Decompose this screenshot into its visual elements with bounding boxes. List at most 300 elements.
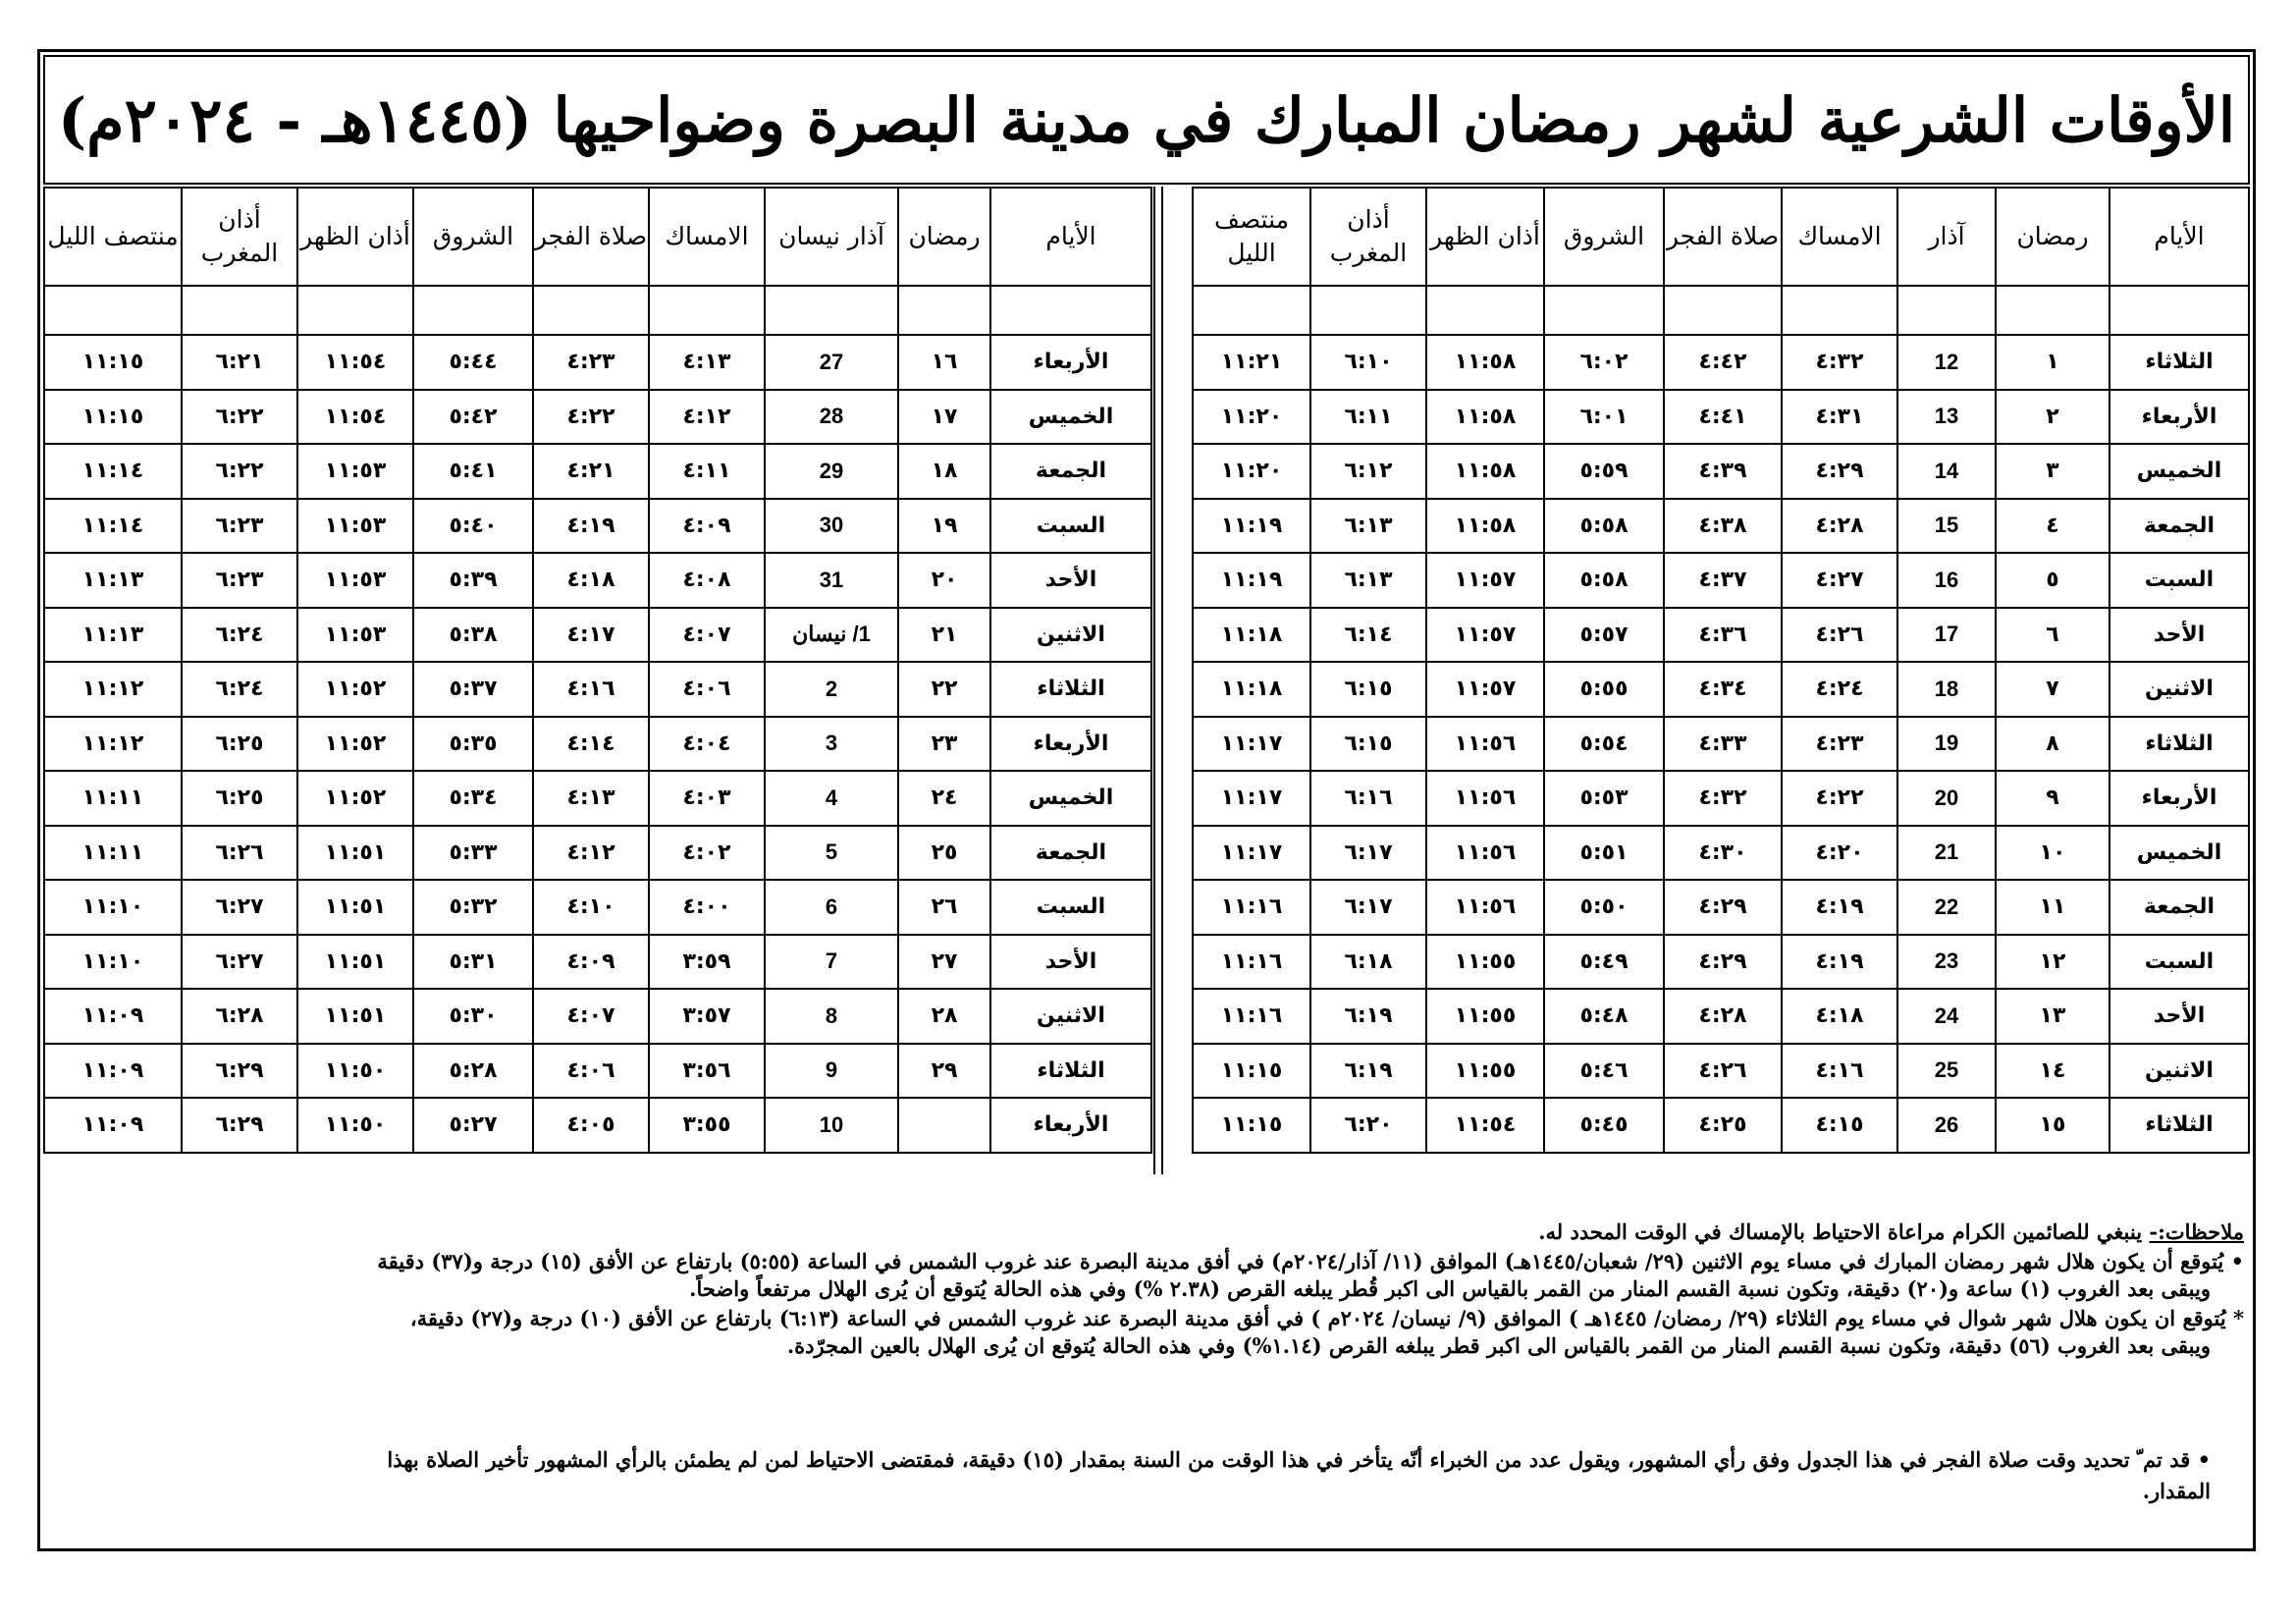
column-header: أذان المغرب (182, 188, 297, 286)
imsak-cell: ٤:٠٢ (649, 826, 765, 881)
midnight-cell: ١١:١٣ (44, 553, 182, 608)
gregorian-date-cell: 9 (765, 1044, 898, 1099)
note-shawwal-crescent-2: ويبقى بعد الغروب (٥٦) دقيقة، وتكون نسبة القسم المنار من القمر بالقياس الى اكبر قطر يبلغه القرص (١.١٤%) وفي هذه الحالة يُتوقع ان يُرى الهلال بالعين المجرّدة. (786, 1333, 2211, 1358)
imsak-cell: ٤:٣١ (1782, 390, 1897, 445)
maghrib-cell: ٦:٢٣ (182, 499, 297, 554)
maghrib-cell: ٦:٢٠ (1310, 1098, 1426, 1153)
note-shawwal-crescent-1: * يُتوقع ان يكون هلال شهر شوال في مساء يوم الثلاثاء (٢٩/ رمضان/ ١٤٤٥هـ ) الموافق (٩/ نيسان/ ٢٠٢٤م ) في أفق مدينة البصرة عند غروب الشمس في الساعة (٦:١٣) بارتفاع عن الأفق (١٠) درجة و(٢٧) دقيقة، (409, 1306, 2244, 1330)
ramadan-day-cell: ١٤ (1996, 1044, 2109, 1099)
imsak-cell: ٤:٠٦ (649, 662, 765, 717)
gregorian-date-cell: 8 (765, 989, 898, 1044)
fajr-cell: ٤:٢٥ (1664, 1098, 1782, 1153)
dhuhr-cell: ١١:٥٨ (1426, 499, 1544, 554)
maghrib-cell: ٦:١٣ (1310, 553, 1426, 608)
gregorian-date-cell: 12 (1897, 335, 1996, 390)
ramadan-day-cell: ٥ (1996, 553, 2109, 608)
fajr-cell: ٤:٢٩ (1664, 880, 1782, 935)
empty-cell (765, 286, 898, 335)
fajr-cell: ٤:١٣ (533, 771, 649, 826)
sunrise-cell: ٥:٢٨ (413, 1044, 533, 1099)
midnight-cell: ١١:١٤ (44, 444, 182, 499)
day-cell: الأحد (990, 553, 1151, 608)
maghrib-cell: ٦:٢٩ (182, 1098, 297, 1153)
imsak-cell: ٤:٠٣ (649, 771, 765, 826)
ramadan-day-cell (898, 1098, 990, 1153)
timetable-second-half (43, 187, 1152, 1154)
table-row (44, 935, 1151, 990)
sunrise-cell: ٥:٥٤ (1544, 717, 1664, 772)
maghrib-cell: ٦:٢٧ (182, 935, 297, 990)
sunrise-cell: ٥:٥٩ (1544, 444, 1664, 499)
title-box (43, 55, 2250, 185)
ramadan-day-cell: ٦ (1996, 608, 2109, 663)
fajr-cell: ٤:١٦ (533, 662, 649, 717)
day-cell: الثلاثاء (2109, 335, 2249, 390)
ramadan-day-cell: ١١ (1996, 880, 2109, 935)
fajr-cell: ٤:٠٥ (533, 1098, 649, 1153)
dhuhr-cell: ١١:٥٨ (1426, 390, 1544, 445)
fajr-cell: ٤:٣٣ (1664, 717, 1782, 772)
ramadan-day-cell: ١٧ (898, 390, 990, 445)
gregorian-date-cell: 25 (1897, 1044, 1996, 1099)
imsak-cell: ٤:٢٢ (1782, 771, 1897, 826)
sunrise-cell: ٥:٣٧ (413, 662, 533, 717)
gregorian-date-cell: 20 (1897, 771, 1996, 826)
dhuhr-cell: ١١:٥١ (297, 880, 413, 935)
empty-cell (297, 286, 413, 335)
midnight-cell: ١١:٠٩ (44, 1044, 182, 1099)
table-row (44, 880, 1151, 935)
dhuhr-cell: ١١:٥٤ (297, 335, 413, 390)
day-cell: الثلاثاء (2109, 1098, 2249, 1153)
empty-cell (413, 286, 533, 335)
empty-cell (533, 286, 649, 335)
dhuhr-cell: ١١:٥٨ (1426, 335, 1544, 390)
fajr-cell: ٤:٣٧ (1664, 553, 1782, 608)
day-cell: الثلاثاء (2109, 717, 2249, 772)
table-row (44, 771, 1151, 826)
midnight-cell: ١١:٢٠ (1193, 444, 1310, 499)
midnight-cell: ١١:١٠ (44, 880, 182, 935)
gregorian-date-cell: 1/ نيسان (765, 608, 898, 663)
fajr-cell: ٤:٢٨ (1664, 989, 1782, 1044)
dhuhr-cell: ١١:٥٥ (1426, 989, 1544, 1044)
fajr-cell: ٤:١٠ (533, 880, 649, 935)
column-header: آذار نيسان (765, 188, 898, 286)
day-cell: الاثنين (2109, 662, 2249, 717)
empty-cell (1426, 286, 1544, 335)
ramadan-day-cell: ٢ (1996, 390, 2109, 445)
fajr-cell: ٤:٣٦ (1664, 608, 1782, 663)
fajr-cell: ٤:٢٦ (1664, 1044, 1782, 1099)
imsak-cell: ٤:٢٩ (1782, 444, 1897, 499)
sunrise-cell: ٥:٣٢ (413, 880, 533, 935)
dhuhr-cell: ١١:٥٧ (1426, 608, 1544, 663)
ramadan-day-cell: ١٩ (898, 499, 990, 554)
maghrib-cell: ٦:١٤ (1310, 608, 1426, 663)
column-header: صلاة الفجر (1664, 188, 1782, 286)
fajr-cell: ٤:٤٢ (1664, 335, 1782, 390)
dhuhr-cell: ١١:٥٧ (1426, 662, 1544, 717)
maghrib-cell: ٦:٢٥ (182, 771, 297, 826)
table-row (44, 826, 1151, 881)
gregorian-date-cell: 10 (765, 1098, 898, 1153)
column-header: الأيام (990, 188, 1151, 286)
midnight-cell: ١١:١٧ (1193, 717, 1310, 772)
empty-cell (1664, 286, 1782, 335)
midnight-cell: ١١:١٦ (1193, 989, 1310, 1044)
empty-cell (898, 286, 990, 335)
fajr-cell: ٤:٣٤ (1664, 662, 1782, 717)
dhuhr-cell: ١١:٥٧ (1426, 553, 1544, 608)
midnight-cell: ١١:٢١ (1193, 335, 1310, 390)
gregorian-date-cell: 24 (1897, 989, 1996, 1044)
dhuhr-cell: ١١:٥٣ (297, 608, 413, 663)
empty-cell (1310, 286, 1426, 335)
midnight-cell: ١١:٢٠ (1193, 390, 1310, 445)
fajr-cell: ٤:٢٩ (1664, 935, 1782, 990)
maghrib-cell: ٦:١٥ (1310, 717, 1426, 772)
ramadan-day-cell: ٢٩ (898, 1044, 990, 1099)
day-cell: الأربعاء (990, 1098, 1151, 1153)
dhuhr-cell: ١١:٥٥ (1426, 935, 1544, 990)
empty-cell (990, 286, 1151, 335)
ramadan-day-cell: ٩ (1996, 771, 2109, 826)
column-header: الامساك (649, 188, 765, 286)
fajr-cell: ٤:٠٩ (533, 935, 649, 990)
day-cell: الجمعة (2109, 880, 2249, 935)
ramadan-day-cell: ٢١ (898, 608, 990, 663)
sunrise-cell: ٥:٣٠ (413, 989, 533, 1044)
empty-cell (1897, 286, 1996, 335)
table-row (1193, 989, 2249, 1044)
empty-cell (1996, 286, 2109, 335)
sunrise-cell: ٥:٥١ (1544, 826, 1664, 881)
sunrise-cell: ٥:٣٥ (413, 717, 533, 772)
day-cell: الجمعة (2109, 499, 2249, 554)
table-row (44, 390, 1151, 445)
imsak-cell: ٤:٢٤ (1782, 662, 1897, 717)
maghrib-cell: ٦:٢٤ (182, 662, 297, 717)
sunrise-cell: ٥:٤٠ (413, 499, 533, 554)
fajr-cell: ٤:٢١ (533, 444, 649, 499)
imsak-cell: ٤:١٣ (649, 335, 765, 390)
midnight-cell: ١١:٠٩ (44, 1098, 182, 1153)
day-cell: السبت (2109, 935, 2249, 990)
imsak-cell: ٤:٢٠ (1782, 826, 1897, 881)
column-header: الشروق (413, 188, 533, 286)
ramadan-day-cell: ٢٠ (898, 553, 990, 608)
imsak-cell: ٤:٠٠ (649, 880, 765, 935)
dhuhr-cell: ١١:٥١ (297, 989, 413, 1044)
table-separator (1153, 187, 1163, 1174)
page-title: الأوقات الشرعية لشهر رمضان المبارك في مدينة البصرة وضواحيها (١٤٤٥هـ - ٢٠٢٤م) (57, 83, 2236, 156)
maghrib-cell: ٦:١٥ (1310, 662, 1426, 717)
ramadan-day-cell: ١٢ (1996, 935, 2109, 990)
imsak-cell: ٤:٢٨ (1782, 499, 1897, 554)
maghrib-cell: ٦:٢٤ (182, 608, 297, 663)
day-cell: السبت (990, 499, 1151, 554)
table-row (44, 989, 1151, 1044)
maghrib-cell: ٦:٢٣ (182, 553, 297, 608)
notes-label: ملاحظات:- (2149, 1219, 2244, 1244)
table-row (1193, 662, 2249, 717)
sunrise-cell: ٥:٤٦ (1544, 1044, 1664, 1099)
day-cell: الأربعاء (2109, 390, 2249, 445)
empty-cell (649, 286, 765, 335)
table-row (1193, 608, 2249, 663)
imsak-cell: ٣:٥٩ (649, 935, 765, 990)
gregorian-date-cell: 13 (1897, 390, 1996, 445)
table-row (44, 717, 1151, 772)
maghrib-cell: ٦:١٧ (1310, 880, 1426, 935)
day-cell: الاثنين (990, 989, 1151, 1044)
imsak-cell: ٤:٢٧ (1782, 553, 1897, 608)
imsak-cell: ٤:١٥ (1782, 1098, 1897, 1153)
midnight-cell: ١١:١٧ (1193, 826, 1310, 881)
sunrise-cell: ٥:٤٤ (413, 335, 533, 390)
ramadan-day-cell: ٢٧ (898, 935, 990, 990)
imsak-cell: ٣:٥٧ (649, 989, 765, 1044)
gregorian-date-cell: 27 (765, 335, 898, 390)
imsak-cell: ٤:٠٨ (649, 553, 765, 608)
midnight-cell: ١١:١١ (44, 826, 182, 881)
gregorian-date-cell: 17 (1897, 608, 1996, 663)
sunrise-cell: ٥:٥٨ (1544, 553, 1664, 608)
table-row (1193, 1044, 2249, 1099)
sunrise-cell: ٥:٢٧ (413, 1098, 533, 1153)
gregorian-date-cell: 2 (765, 662, 898, 717)
empty-cell (1193, 286, 1310, 335)
maghrib-cell: ٦:١٧ (1310, 826, 1426, 881)
midnight-cell: ١١:١٨ (1193, 662, 1310, 717)
table-row (44, 662, 1151, 717)
column-header: صلاة الفجر (533, 188, 649, 286)
day-cell: الثلاثاء (990, 662, 1151, 717)
day-cell: الأحد (2109, 608, 2249, 663)
table-row (1193, 444, 2249, 499)
sunrise-cell: ٥:٤١ (413, 444, 533, 499)
dhuhr-cell: ١١:٥٢ (297, 771, 413, 826)
dhuhr-cell: ١١:٥٠ (297, 1098, 413, 1153)
sunrise-cell: ٦:٠٢ (1544, 335, 1664, 390)
sunrise-cell: ٥:٥٥ (1544, 662, 1664, 717)
fajr-cell: ٤:١٩ (533, 499, 649, 554)
sunrise-cell: ٥:٤٢ (413, 390, 533, 445)
dhuhr-cell: ١١:٥٥ (1426, 1044, 1544, 1099)
day-cell: الأحد (990, 935, 1151, 990)
gregorian-date-cell: 31 (765, 553, 898, 608)
maghrib-cell: ٦:١٩ (1310, 989, 1426, 1044)
imsak-cell: ٤:٢٦ (1782, 608, 1897, 663)
fajr-cell: ٤:٣٢ (1664, 771, 1782, 826)
midnight-cell: ١١:١٦ (1193, 935, 1310, 990)
imsak-cell: ٤:٠٤ (649, 717, 765, 772)
column-header: الامساك (1782, 188, 1897, 286)
ramadan-day-cell: ٢٤ (898, 771, 990, 826)
note-fajr-1: • قد تم ّ تحديد وقت صلاة الفجر في هذا الجدول وفق رأي المشهور، ويقول عدد من الخبراء أنّه يتأخر في هذا الوقت من السنة بمقدار (١٥) دقيقة، فمقتضى الاحتياط لمن لم يطمئن بالرأي المشهور تأخير الصلاة بهذا (387, 1447, 2211, 1472)
ramadan-day-cell: ١٣ (1996, 989, 2109, 1044)
maghrib-cell: ٦:١١ (1310, 390, 1426, 445)
day-cell: الأربعاء (990, 717, 1151, 772)
day-cell: الثلاثاء (990, 1044, 1151, 1099)
fajr-cell: ٤:٣٨ (1664, 499, 1782, 554)
table-row (1193, 390, 2249, 445)
gregorian-date-cell: 5 (765, 826, 898, 881)
timetable-first-half (1192, 187, 2250, 1154)
midnight-cell: ١١:١٤ (44, 499, 182, 554)
table-row (1193, 499, 2249, 554)
gregorian-date-cell: 15 (1897, 499, 1996, 554)
imsak-cell: ٣:٥٥ (649, 1098, 765, 1153)
gregorian-date-cell: 3 (765, 717, 898, 772)
ramadan-day-cell: ٨ (1996, 717, 2109, 772)
day-cell: الأحد (2109, 989, 2249, 1044)
table-row (44, 335, 1151, 390)
maghrib-cell: ٦:٢٥ (182, 717, 297, 772)
fajr-cell: ٤:١٢ (533, 826, 649, 881)
gregorian-date-cell: 4 (765, 771, 898, 826)
dhuhr-cell: ١١:٥٠ (297, 1044, 413, 1099)
gregorian-date-cell: 18 (1897, 662, 1996, 717)
table-row (44, 553, 1151, 608)
imsak-cell: ٤:٣٢ (1782, 335, 1897, 390)
sunrise-cell: ٥:٥٧ (1544, 608, 1664, 663)
notes-intro-line (1538, 1219, 2244, 1244)
maghrib-cell: ٦:٢٧ (182, 880, 297, 935)
gregorian-date-cell: 19 (1897, 717, 1996, 772)
imsak-cell: ٤:١٩ (1782, 935, 1897, 990)
maghrib-cell: ٦:١٩ (1310, 1044, 1426, 1099)
column-header: منتصف الليل (1193, 188, 1310, 286)
imsak-cell: ٣:٥٦ (649, 1044, 765, 1099)
table-row (44, 499, 1151, 554)
ramadan-day-cell: ٢٦ (898, 880, 990, 935)
fajr-cell: ٤:١٤ (533, 717, 649, 772)
gregorian-date-cell: 16 (1897, 553, 1996, 608)
fajr-cell: ٤:١٨ (533, 553, 649, 608)
sunrise-cell: ٥:٣٨ (413, 608, 533, 663)
dhuhr-cell: ١١:٥٦ (1426, 717, 1544, 772)
column-header: أذان المغرب (1310, 188, 1426, 286)
imsak-cell: ٤:١١ (649, 444, 765, 499)
ramadan-day-cell: ١٠ (1996, 826, 2109, 881)
table-row (44, 1098, 1151, 1153)
table-row (1193, 1098, 2249, 1153)
imsak-cell: ٤:٢٣ (1782, 717, 1897, 772)
fajr-cell: ٤:٣٠ (1664, 826, 1782, 881)
column-header: منتصف الليل (44, 188, 182, 286)
maghrib-cell: ٦:١٨ (1310, 935, 1426, 990)
header-row (1193, 188, 2249, 286)
day-cell: الأربعاء (990, 335, 1151, 390)
empty-cell (1782, 286, 1897, 335)
empty-cell (2109, 286, 2249, 335)
day-cell: الخميس (990, 390, 1151, 445)
ramadan-day-cell: ٢٣ (898, 717, 990, 772)
gregorian-date-cell: 21 (1897, 826, 1996, 881)
spacer-row (1193, 286, 2249, 335)
day-cell: الجمعة (990, 826, 1151, 881)
sunrise-cell: ٥:٤٩ (1544, 935, 1664, 990)
day-cell: الخميس (2109, 826, 2249, 881)
note-ramadan-crescent-1: • يُتوقع أن يكون هلال شهر رمضان المبارك في مساء يوم الاثنين (٢٩/ شعبان/١٤٤٥هـ) الموافق (١١/ آذار/٢٠٢٤م) في أفق مدينة البصرة عند غروب الشمس في الساعة (٥:٥٥) بارتفاع عن الأفق (١٥) درجة و(٣٧) دقيقة (377, 1249, 2244, 1273)
fajr-cell: ٤:١٧ (533, 608, 649, 663)
dhuhr-cell: ١١:٥٢ (297, 717, 413, 772)
dhuhr-cell: ١١:٥٦ (1426, 880, 1544, 935)
column-header: أذان الظهر (297, 188, 413, 286)
imsak-cell: ٤:١٩ (1782, 880, 1897, 935)
spacer-row (44, 286, 1151, 335)
column-header: الأيام (2109, 188, 2249, 286)
gregorian-date-cell: 29 (765, 444, 898, 499)
dhuhr-cell: ١١:٥٦ (1426, 826, 1544, 881)
gregorian-date-cell: 7 (765, 935, 898, 990)
day-cell: الاثنين (990, 608, 1151, 663)
table-row (1193, 553, 2249, 608)
maghrib-cell: ٦:٢٢ (182, 444, 297, 499)
ramadan-day-cell: ٣ (1996, 444, 2109, 499)
dhuhr-cell: ١١:٥١ (297, 826, 413, 881)
day-cell: الخميس (2109, 444, 2249, 499)
gregorian-date-cell: 6 (765, 880, 898, 935)
maghrib-cell: ٦:٢٨ (182, 989, 297, 1044)
midnight-cell: ١١:١٥ (1193, 1098, 1310, 1153)
fajr-cell: ٤:٤١ (1664, 390, 1782, 445)
table-row (1193, 717, 2249, 772)
imsak-cell: ٤:١٢ (649, 390, 765, 445)
maghrib-cell: ٦:٢٢ (182, 390, 297, 445)
dhuhr-cell: ١١:٥٤ (297, 390, 413, 445)
maghrib-cell: ٦:١٦ (1310, 771, 1426, 826)
tables-area (43, 187, 2250, 1174)
table-row (1193, 935, 2249, 990)
empty-cell (44, 286, 182, 335)
ramadan-day-cell: ٧ (1996, 662, 2109, 717)
dhuhr-cell: ١١:٥٢ (297, 662, 413, 717)
sunrise-cell: ٥:٥٠ (1544, 880, 1664, 935)
imsak-cell: ٤:٠٧ (649, 608, 765, 663)
dhuhr-cell: ١١:٥٨ (1426, 444, 1544, 499)
midnight-cell: ١١:١٧ (1193, 771, 1310, 826)
gregorian-date-cell: 30 (765, 499, 898, 554)
ramadan-day-cell: ١٥ (1996, 1098, 2109, 1153)
day-cell: الأربعاء (2109, 771, 2249, 826)
maghrib-cell: ٦:١٣ (1310, 499, 1426, 554)
day-cell: الجمعة (990, 444, 1151, 499)
fajr-cell: ٤:٢٢ (533, 390, 649, 445)
imsak-cell: ٤:١٨ (1782, 989, 1897, 1044)
sunrise-cell: ٥:٤٥ (1544, 1098, 1664, 1153)
imsak-cell: ٤:١٦ (1782, 1044, 1897, 1099)
header-row (44, 188, 1151, 286)
gregorian-date-cell: 22 (1897, 880, 1996, 935)
ramadan-day-cell: ٤ (1996, 499, 2109, 554)
maghrib-cell: ٦:٢٦ (182, 826, 297, 881)
gregorian-date-cell: 28 (765, 390, 898, 445)
day-cell: الخميس (990, 771, 1151, 826)
maghrib-cell: ٦:١٢ (1310, 444, 1426, 499)
ramadan-day-cell: ١٦ (898, 335, 990, 390)
table-row (44, 444, 1151, 499)
fajr-cell: ٤:٠٧ (533, 989, 649, 1044)
sunrise-cell: ٥:٣٩ (413, 553, 533, 608)
table-row (1193, 771, 2249, 826)
empty-cell (1544, 286, 1664, 335)
midnight-cell: ١١:١٨ (1193, 608, 1310, 663)
ramadan-day-cell: ١٨ (898, 444, 990, 499)
midnight-cell: ١١:١٩ (1193, 553, 1310, 608)
